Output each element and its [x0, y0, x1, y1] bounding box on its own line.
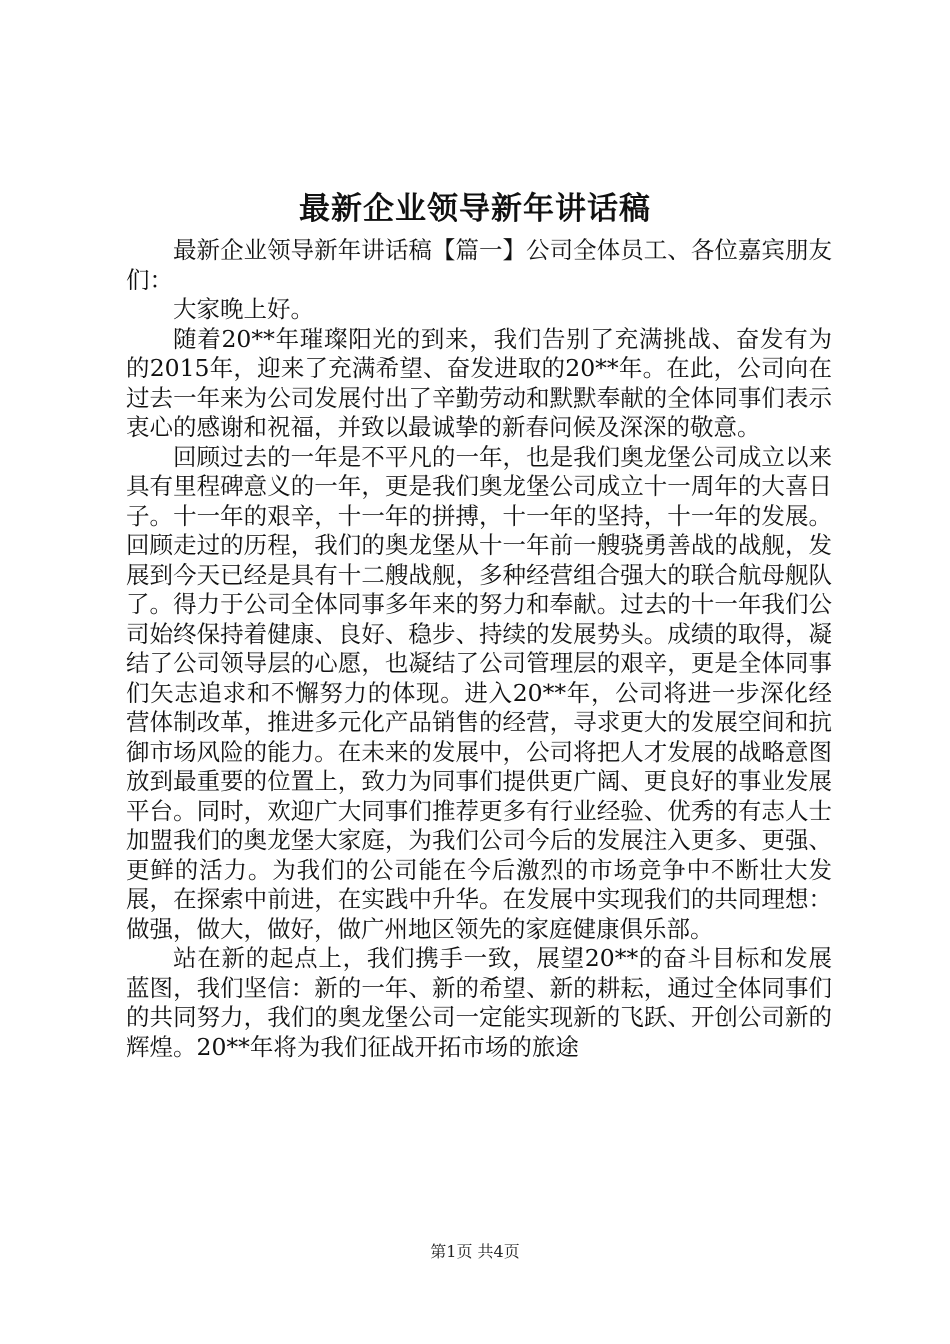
document-title: 最新企业领导新年讲话稿 [299, 191, 651, 227]
page-footer: 第1页 共4页 [430, 1242, 520, 1261]
paragraph-salutation: 大家晚上好。 [173, 295, 314, 323]
paragraph-outlook: 站在新的起点上，我们携手一致，展望20**的奋斗目标和发展蓝图，我们坚信：新的一年、新的希望、新的耕耘，通过全体同事们的共同努力，我们的奥龙堡公司一定能实现新的飞跃、开创公司新的辉煌。20**年将为我们征战开拓市场的旅途 [126, 944, 832, 1061]
paragraph-review: 回顾过去的一年是不平凡的一年，也是我们奥龙堡公司成立以来具有里程碑意义的一年，更是我们奥龙堡公司成立十一周年的大喜日子。十一年的艰辛，十一年的拼搏，十一年的坚持，十一年的发展。回顾走过的历程，我们的奥龙堡从十一年前一艘骁勇善战的战舰，发展到今天已经是具有十二艘战舰，多种经营组合强大的联合航母舰队了。得力于公司全体同事多年来的努力和奉献。过去的十一年我们公司始终保持着健康、良好、稳步、持续的发展势头。成绩的取得，凝结了公司领导层的心愿，也凝结了公司管理层的艰辛，更是全体同事们矢志追求和不懈努力的体现。进入20**年，公司将进一步深化经营体制改革，推进多元化产品销售的经营，寻求更大的发展空间和抗御市场风险的能力。在未来的发展中，公司将把人才发展的战略意图放到最重要的位置上，致力为同事们提供更广阔、更良好的事业发展平台。同时，欢迎广大同事们推荐更多有行业经验、优秀的有志人士加盟我们的奥龙堡大家庭，为我们公司今后的发展注入更多、更强、更鲜的活力。为我们的公司能在今后激烈的市场竞争中不断壮大发展，在探索中前进，在实践中升华。在发展中实现我们的共同理想：做强，做大，做好，做广州地区领先的家庭健康俱乐部。 [126, 442, 832, 943]
paragraph-new-year: 随着20**年璀璨阳光的到来，我们告别了充满挑战、奋发有为的2015年，迎来了充满希望、奋发进取的20**年。在此，公司向在过去一年来为公司发展付出了辛勤劳动和默默奉献的全体同事们表示衷心的感谢和祝福，并致以最诚挚的新春问候及深深的敬意。 [126, 324, 832, 441]
document-body [126, 236, 832, 1062]
paragraph-greeting: 最新企业领导新年讲话稿【篇一】公司全体员工、各位嘉宾朋友们： [126, 236, 832, 294]
